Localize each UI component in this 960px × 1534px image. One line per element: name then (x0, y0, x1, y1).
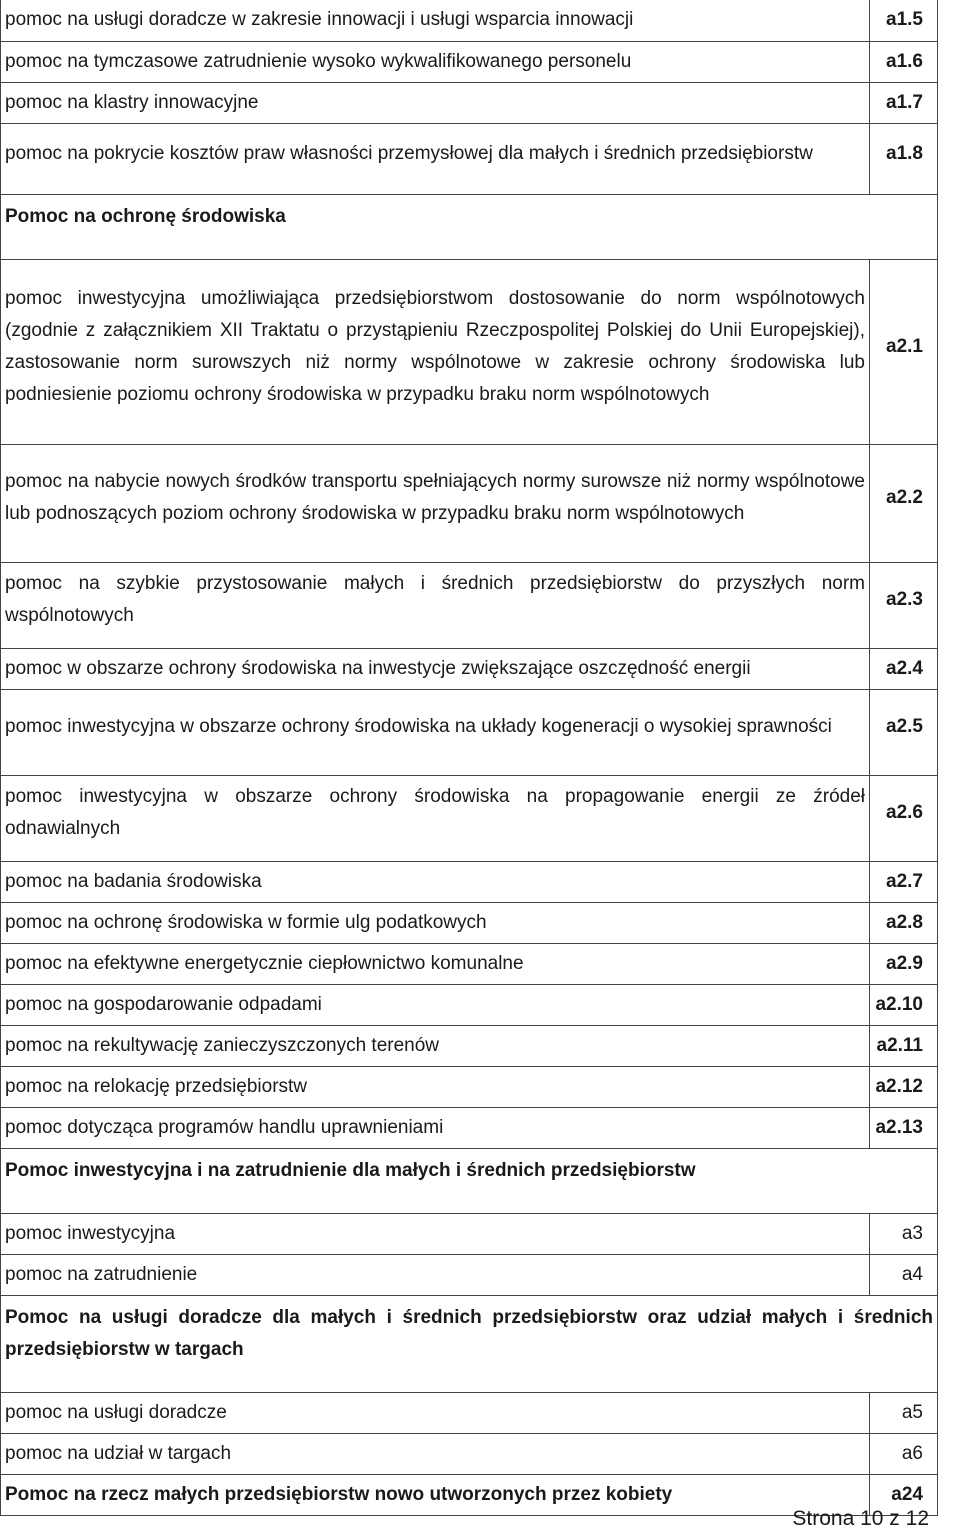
aid-code: a2.4 (870, 648, 938, 689)
aid-description: pomoc w obszarze ochrony środowiska na inwestycje zwiększające oszczędność energii (1, 648, 870, 689)
table-row (1, 984, 938, 1025)
aid-description: pomoc na usługi doradcze (1, 1392, 870, 1433)
aid-description: pomoc na usługi doradcze w zakresie innowacji i usługi wsparcia innowacji (1, 0, 870, 41)
section-header: Pomoc na ochronę środowiska (1, 194, 938, 259)
table-row (1, 1107, 938, 1148)
aid-description: pomoc na klastry innowacyjne (1, 82, 870, 123)
aid-code: a1.7 (870, 82, 938, 123)
table-row (1, 1213, 938, 1254)
aid-code: a2.1 (870, 259, 938, 444)
table-row (1, 1392, 938, 1433)
aid-description: pomoc inwestycyjna w obszarze ochrony środowiska na propagowanie energii ze źródeł odnawialnych (1, 775, 870, 861)
table-row (1, 444, 938, 562)
section-header: Pomoc na usługi doradcze dla małych i średnich przedsiębiorstw oraz udział małych i średnich przedsiębiorstw w targach (1, 1295, 938, 1392)
aid-code: a2.3 (870, 562, 938, 648)
section-header: Pomoc na rzecz małych przedsiębiorstw nowo utworzonych przez kobiety (1, 1474, 870, 1515)
table-body (1, 0, 938, 1515)
table-row (1, 648, 938, 689)
aid-code: a1.5 (870, 0, 938, 41)
table-row (1, 82, 938, 123)
aid-code: a1.6 (870, 41, 938, 82)
section-header: Pomoc inwestycyjna i na zatrudnienie dla małych i średnich przedsiębiorstw (1, 1148, 938, 1213)
aid-description: pomoc na udział w targach (1, 1433, 870, 1474)
table-row (1, 1025, 938, 1066)
table-row (1, 902, 938, 943)
aid-description: pomoc na szybkie przystosowanie małych i średnich przedsiębiorstw do przyszłych norm wspólnotowych (1, 562, 870, 648)
section-header-row (1, 1295, 938, 1392)
aid-description: pomoc na ochronę środowiska w formie ulg podatkowych (1, 902, 870, 943)
aid-description: pomoc na pokrycie kosztów praw własności przemysłowej dla małych i średnich przedsiębiorstw (1, 123, 870, 194)
table-row (1, 861, 938, 902)
aid-code: a2.2 (870, 444, 938, 562)
table-row (1, 0, 938, 41)
table-row (1, 1254, 938, 1295)
section-header-row (1, 1148, 938, 1213)
section-header-row (1, 194, 938, 259)
aid-code: a2.7 (870, 861, 938, 902)
aid-description: pomoc na gospodarowanie odpadami (1, 984, 870, 1025)
aid-code: a2.10 (870, 984, 938, 1025)
aid-description: pomoc na relokację przedsiębiorstw (1, 1066, 870, 1107)
aid-code: a1.8 (870, 123, 938, 194)
aid-description: pomoc na nabycie nowych środków transportu spełniających normy surowsze niż normy wspólnotowe lub podnoszących poziom ochrony środowiska w przypadku braku norm wspólnotowych (1, 444, 870, 562)
aid-code: a4 (870, 1254, 938, 1295)
aid-description: pomoc na efektywne energetycznie ciepłownictwo komunalne (1, 943, 870, 984)
table-row (1, 689, 938, 775)
aid-code: a2.5 (870, 689, 938, 775)
aid-code: a3 (870, 1213, 938, 1254)
aid-description: pomoc na rekultywację zanieczyszczonych terenów (1, 1025, 870, 1066)
aid-description: pomoc inwestycyjna umożliwiająca przedsiębiorstwom dostosowanie do norm wspólnotowych (zgodnie z załącznikiem XII Traktatu o przystąpieniu Rzeczpospolitej Polskiej do Unii Europejskiej), zastosowanie norm surowszych niż normy wspólnotowe w zakresie ochrony środowiska lub podniesienie poziomu ochrony środowiska w przypadku braku norm wspólnotowych (1, 259, 870, 444)
table-row (1, 1066, 938, 1107)
table-row (1, 123, 938, 194)
aid-description: pomoc dotycząca programów handlu uprawnieniami (1, 1107, 870, 1148)
table-row (1, 1433, 938, 1474)
aid-description: pomoc inwestycyjna (1, 1213, 870, 1254)
aid-description: pomoc na zatrudnienie (1, 1254, 870, 1295)
aid-code: a24 (870, 1474, 938, 1515)
aid-description: pomoc na tymczasowe zatrudnienie wysoko wykwalifikowanego personelu (1, 41, 870, 82)
aid-code: a5 (870, 1392, 938, 1433)
table-row (1, 259, 938, 444)
aid-code: a2.11 (870, 1025, 938, 1066)
aid-code: a2.8 (870, 902, 938, 943)
aid-code: a6 (870, 1433, 938, 1474)
table-row (1, 775, 938, 861)
aid-code: a2.6 (870, 775, 938, 861)
aid-description: pomoc na badania środowiska (1, 861, 870, 902)
table-row (1, 41, 938, 82)
aid-code: a2.12 (870, 1066, 938, 1107)
table-row (1, 943, 938, 984)
page-number: Strona 10 z 12 (792, 1507, 929, 1530)
table-row (1, 562, 938, 648)
aid-description: pomoc inwestycyjna w obszarze ochrony środowiska na układy kogeneracji o wysokiej sprawności (1, 689, 870, 775)
aid-code: a2.9 (870, 943, 938, 984)
aid-code: a2.13 (870, 1107, 938, 1148)
